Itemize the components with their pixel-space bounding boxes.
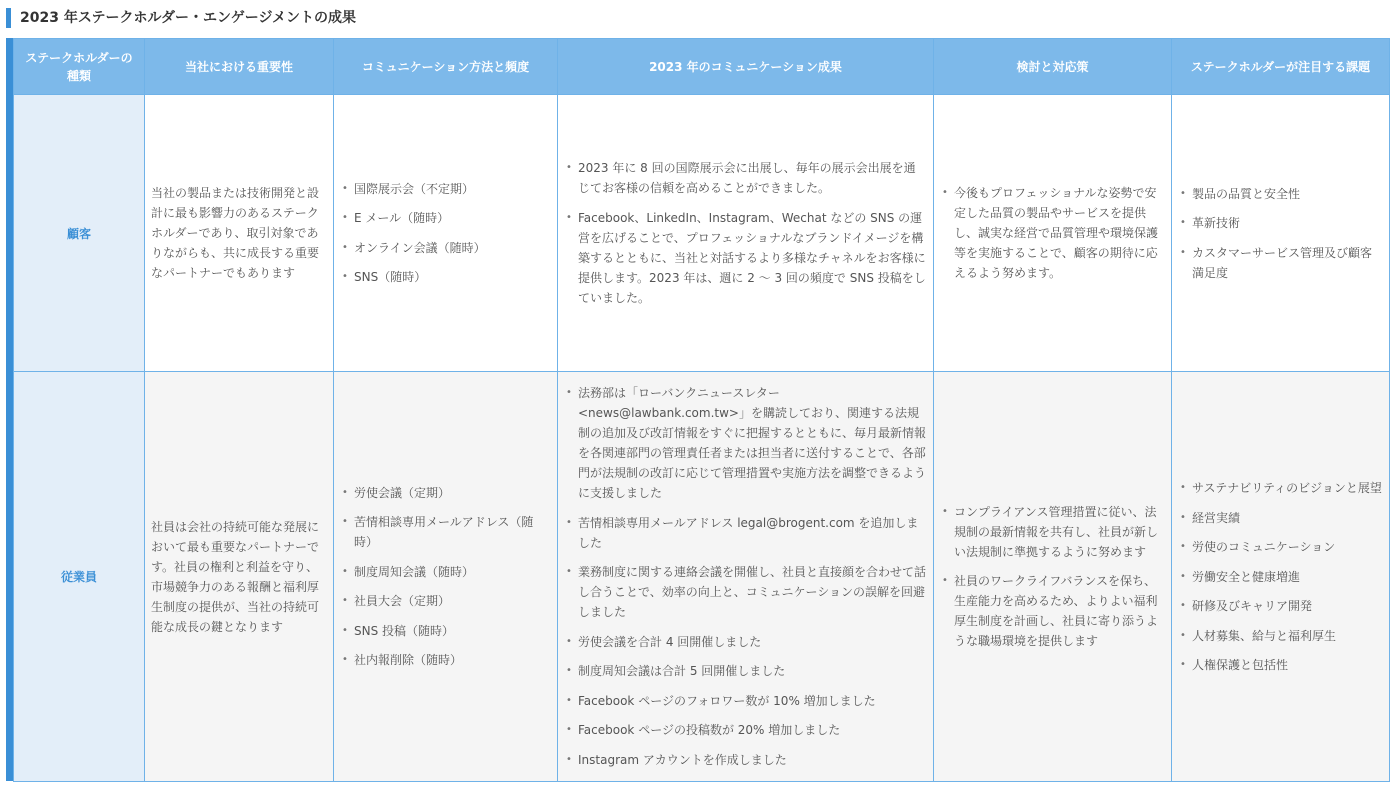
list-item: • Facebook ページのフォロワー数が 10% 増加しました xyxy=(564,691,927,711)
methods-list xyxy=(340,483,551,671)
list-item: • 制度周知会議（随時） xyxy=(340,562,551,582)
header-row xyxy=(14,39,1390,95)
list-item: • 革新技術 xyxy=(1178,213,1383,233)
concerns-list xyxy=(1178,184,1383,283)
importance-text: 当社の製品または技術開発と設計に最も影響力のあるステークホルダーであり、取引対象でありながらも、共に成長する重要なパートナーでもあります xyxy=(151,186,320,280)
list-item: • 今後もプロフェッショナルな姿勢で安定した品質の製品やサービスを提供し、誠実な経営で品質管理や環境保護等を実施することで、顧客の期待に応えるよう努めます。 xyxy=(940,183,1165,283)
list-item: • 社内報削除（随時） xyxy=(340,650,551,670)
list-item: • 研修及びキャリア開発 xyxy=(1178,596,1383,616)
list-item: • 製品の品質と安全性 xyxy=(1178,184,1383,204)
column-header-concerns: ステークホルダーが注目する課題 xyxy=(1172,39,1390,95)
list-item: • 苦情相談専用メールアドレス legal@brogent.com を追加しました xyxy=(564,513,927,553)
list-item: • 人権保護と包括性 xyxy=(1178,655,1383,675)
list-item: • サステナビリティのビジョンと展望 xyxy=(1178,478,1383,498)
list-item: • 2023 年に 8 回の国際展示会に出展し、毎年の展示会出展を通じてお客様の信頼を高めることができました。 xyxy=(564,158,927,198)
stakeholder-table xyxy=(13,38,1390,782)
list-item: • オンライン会議（随時） xyxy=(340,238,551,258)
list-item: • SNS 投稿（随時） xyxy=(340,621,551,641)
list-item: • 苦情相談専用メールアドレス（随時） xyxy=(340,512,551,552)
concerns-cell xyxy=(1172,372,1390,782)
table-row-employee xyxy=(14,372,1390,782)
column-header-responses: 検討と対応策 xyxy=(934,39,1172,95)
column-header-results: 2023 年のコミュニケーション成果 xyxy=(558,39,934,95)
responses-list xyxy=(940,502,1165,652)
results-cell xyxy=(558,372,934,782)
importance-cell xyxy=(145,95,334,372)
results-list xyxy=(564,383,927,770)
list-item: • 国際展示会（不定期） xyxy=(340,179,551,199)
list-item: • 労使会議を合計 4 回開催しました xyxy=(564,632,927,652)
methods-list xyxy=(340,179,551,288)
stakeholder-table-container xyxy=(6,38,1389,781)
list-item: • Instagram アカウントを作成しました xyxy=(564,750,927,770)
responses-cell xyxy=(934,95,1172,372)
list-item: • 労使のコミュニケーション xyxy=(1178,537,1383,557)
list-item: • 人材募集、給与と福利厚生 xyxy=(1178,626,1383,646)
methods-cell xyxy=(334,372,558,782)
importance-text: 社員は会社の持続可能な発展において最も重要なパートナーです。社員の権利と利益を守り、市場競争力のある報酬と福利厚生制度の提供が、当社の持続可能な成長の鍵となります xyxy=(151,519,320,634)
page-title: 2023 年ステークホルダー・エンゲージメントの成果 xyxy=(6,8,356,28)
list-item: • SNS（随時） xyxy=(340,267,551,287)
list-item: • 労使会議（定期） xyxy=(340,483,551,503)
list-item: • 法務部は「ローバンクニュースレター <news@lawbank.com.tw>」を購読しており、関連する法規制の追加及び改訂情報をすぐに把握するとともに、毎月最新情報を各関連部門の管理責任者または担当者に送付することで、各部門が法規制の改訂に応じて管理措置や実施方法を調整できるように支援しました xyxy=(564,383,927,503)
list-item: • 労働安全と健康増進 xyxy=(1178,567,1383,587)
column-header-importance: 当社における重要性 xyxy=(145,39,334,95)
concerns-cell xyxy=(1172,95,1390,372)
stakeholder-type-cell: 従業員 xyxy=(14,372,145,782)
column-header-type: ステークホルダーの種類 xyxy=(14,39,145,95)
list-item: • コンプライアンス管理措置に従い、法規制の最新情報を共有し、社員が新しい法規制に準拠するように努めます xyxy=(940,502,1165,562)
table-row-customer xyxy=(14,95,1390,372)
list-item: • E メール（随時） xyxy=(340,208,551,228)
list-item: • カスタマーサービス管理及び顧客満足度 xyxy=(1178,243,1383,283)
list-item: • Facebook ページの投稿数が 20% 増加しました xyxy=(564,720,927,740)
list-item: • 制度周知会議は合計 5 回開催しました xyxy=(564,661,927,681)
methods-cell xyxy=(334,95,558,372)
column-header-methods: コミュニケーション方法と頻度 xyxy=(334,39,558,95)
results-list xyxy=(564,158,927,308)
responses-list xyxy=(940,183,1165,283)
importance-cell xyxy=(145,372,334,782)
stakeholder-type-cell: 顧客 xyxy=(14,95,145,372)
concerns-list xyxy=(1178,478,1383,675)
list-item: • 社員のワークライフバランスを保ち、生産能力を高めるため、よりよい福利厚生制度を計画し、社員に寄り添うような職場環境を提供します xyxy=(940,571,1165,651)
responses-cell xyxy=(934,372,1172,782)
list-item: • 経営実績 xyxy=(1178,508,1383,528)
list-item: • 業務制度に関する連絡会議を開催し、社員と直接顔を合わせて話し合うことで、効率の向上と、コミュニケーションの誤解を回避しました xyxy=(564,562,927,622)
list-item: • 社員大会（定期） xyxy=(340,591,551,611)
list-item: • Facebook、LinkedIn、Instagram、Wechat などの SNS の運営を広げることで、プロフェッショナルなブランドイメージを構築するとともに、当社と対話するより多様なチャネルをお客様に提供します。2023 年は、週に 2 ～ 3 回の頻度で SNS 投稿をしていました。 xyxy=(564,208,927,308)
results-cell xyxy=(558,95,934,372)
